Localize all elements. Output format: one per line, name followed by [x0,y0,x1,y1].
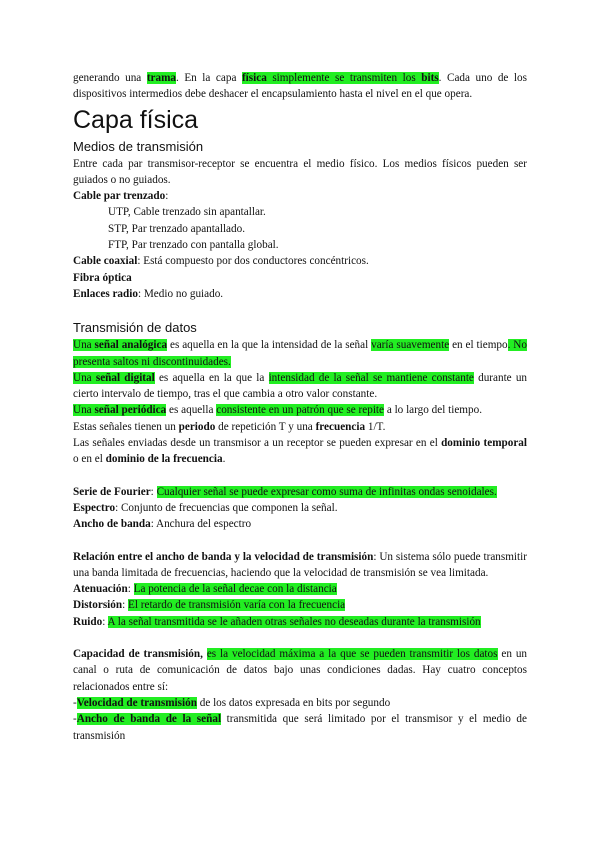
body-text: en el tiempo [449,339,508,352]
analog-paragraph [73,337,527,370]
atenuacion-line [73,581,527,597]
term-label: Serie de Fourier [73,485,151,498]
bold-term: frecuencia [315,420,366,433]
body-text: de los datos expresada en bits por segundo [196,696,391,709]
body-text: en un canal o ruta de comunicación de datos bajo unas condiciones dadas. Hay cuatro conceptos relacionados entre sí: [73,648,528,693]
bold-term: periodo [178,420,216,433]
highlight-text: La potencia de la señal decae con la distancia [133,583,337,596]
punctuation: : [122,599,129,612]
periodo-paragraph [73,419,527,435]
definition-text: : Medio no guiado. [137,287,224,300]
body-text: de repetición T y una [215,420,316,433]
term-label: Espectro [73,501,116,514]
highlight-text: Cualquier señal se puede expresar como suma de infinitas ondas senoidales. [156,485,497,498]
intro-paragraph [73,70,527,103]
highlight-text: es la velocidad máxima a la que se pueden transmitir los datos [206,648,498,661]
punctuation: : [165,190,169,203]
subsection-heading-medios: Medios de transmisión [73,138,204,154]
body-text: durante un cierto intervalo de tiempo, tras el que cambia a otro valor constante. [73,371,528,401]
term-label: Fibra óptica [73,271,132,284]
highlight-term: Velocidad de transmisión [76,696,197,709]
relacion-paragraph [73,549,527,582]
intro-text: . En la capa [176,72,242,84]
body-text: es aquella en la que la intensidad de la señal [167,339,372,352]
definition-text: : Un sistema sólo puede transmitir una banda limitada de frecuencias, haciendo que la velocidad de transmisión se vea limitada. [73,550,527,579]
highlight-text: simplemente se transmiten los [266,72,422,84]
periodica-paragraph [73,402,527,418]
highlight-text: Una [73,339,95,352]
term-label: Enlaces radio [73,287,138,300]
bold-term: física [241,72,267,84]
digital-paragraph [73,370,527,403]
ancho-banda-line [73,516,527,532]
highlight-text: . No presenta saltos ni discontinuidades. [73,339,527,368]
highlight-text: consistente en un patrón que se repite [216,404,385,417]
fibra-line [73,270,527,286]
subsection-heading-transmision: Transmisión de datos [73,320,197,336]
bold-term: dominio temporal [441,437,527,450]
fourier-paragraph [73,484,527,500]
medios-intro: Entre cada par transmisor-receptor se encuentra el medio físico. Los medios físicos pueden ser guiados o no guiados. [73,157,527,186]
document-body [73,70,527,744]
highlight-fisica [242,72,439,84]
definition-text: : Conjunto de frecuencias que componen la señal. [115,501,338,514]
definition-text: : Está compuesto por dos conductores concéntricos. [137,255,369,268]
term-label: Distorsión [73,599,123,612]
distorsion-line [73,597,527,613]
highlight-text: varía suavemente [371,339,450,352]
term-label: Ancho de banda [73,518,151,531]
highlight-text: intensidad de la señal se mantiene constante [268,371,474,384]
body-text: a lo largo del tiempo. [384,404,482,417]
term-label: Atenuación [73,583,128,596]
punctuation: : [150,485,157,498]
body-text: 1/T. [365,420,386,433]
body-text: es aquella en la que la [154,371,269,384]
highlight-term: Ancho de banda de la señal [76,713,222,726]
body-text: Estas señales tienen un [73,420,179,433]
highlight-text: Una [73,404,95,417]
cable-type-item: UTP, Cable trenzado sin apantallar. [108,206,266,219]
body-text: . [222,453,226,466]
term-label: Cable coaxial [73,255,138,268]
highlight-text: A la señal transmitida se le añaden otras señales no deseadas durante la transmisión [107,615,481,628]
body-text: es aquella [166,404,217,417]
highlight-text: El retardo de transmisión varía con la frecuencia [128,599,346,612]
bold-term: señal periódica [94,404,167,417]
dominios-paragraph [73,435,527,468]
bold-term: bits [421,72,439,84]
spacer [73,630,527,646]
term-label: Ruido [73,615,103,628]
punctuation: : [127,583,134,596]
cable-par-line [73,188,527,204]
intro-text: . Cada uno de los dispositivos intermedios debe deshacer el encapsulamiento hasta el nivel en el que opera. [73,72,527,101]
ruido-line [73,614,527,630]
bold-term: señal analógica [94,339,168,352]
section-title: Capa física [73,105,199,134]
capacidad-item-ancho [73,711,527,744]
capacidad-paragraph [73,646,527,695]
definition-text: : Anchura del espectro [150,518,252,531]
radio-line [73,286,527,302]
list-dash: - [73,713,77,726]
term-label: Relación entre el ancho de banda y la velocidad de transmisión [73,550,374,563]
highlight-periodica [73,404,166,416]
highlight-analog [73,339,167,351]
list-dash: - [73,696,77,709]
body-text: o en el [73,453,106,466]
intro-text: generando una [73,72,147,84]
highlight-digital [73,372,155,384]
capacidad-item-velocidad [73,695,527,711]
cable-type-item: FTP, Par trenzado con pantalla global. [108,239,279,252]
bold-term: señal digital [95,371,155,384]
term-label: Capacidad de transmisión, [73,648,203,661]
espectro-line [73,500,527,516]
punctuation: : [102,615,108,628]
highlight-text: Una [73,371,96,384]
body-text: transmitida que será limitado por el transmisor y el medio de transmisión [73,713,527,742]
coaxial-line [73,253,527,269]
highlight-trama: trama [146,72,177,84]
cable-type-item: STP, Par trenzado apantallado. [108,222,246,235]
spacer [73,468,527,484]
body-text: Las señales enviadas desde un transmisor a un receptor se pueden expresar en el [73,437,442,450]
term-label: Cable par trenzado [73,190,166,203]
spacer [73,533,527,549]
bold-term: dominio de la frecuencia [105,453,223,466]
